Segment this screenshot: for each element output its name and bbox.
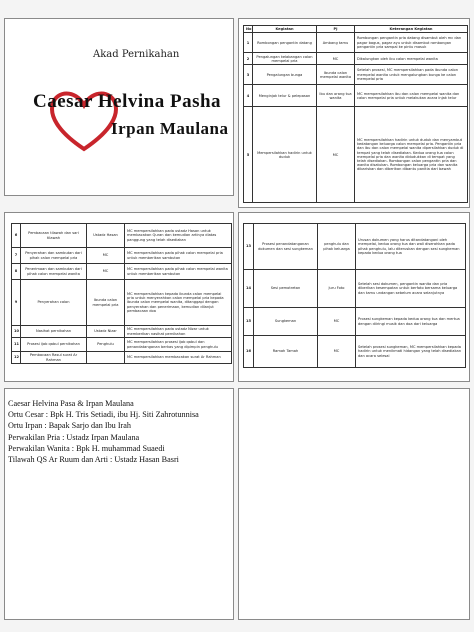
cell-activity: Ramah Tamah — [254, 336, 318, 368]
cell-note: MC mempersilahkan pada ustadz Hasan untuk membacakan Quran dan kemudian artinya diatas panggung yang telah disediakan — [125, 224, 232, 248]
header-activity: Kegiatan — [253, 26, 317, 33]
cell-no: 5 — [244, 107, 253, 203]
schedule-table-left — [11, 223, 232, 364]
schedule-table-right — [243, 223, 466, 368]
cell-note: Prosesi sungkeman kepada kedua orang tua dan mertua dengan diiringi musik dan doa dari keluarga — [356, 308, 466, 336]
cell-no: 11 — [12, 338, 21, 352]
table-row — [12, 224, 232, 248]
cell-note: Urusan dokumen yang harus ditandatangani oleh mempelai, kedua orang tua dan wali diserahkan pada pihak penghulu, lalu diteruskan dengan sesi sungkeman kepada kedua orang tua — [356, 224, 466, 270]
cell-no: 10 — [12, 326, 21, 338]
cell-activity: Mempersilahkan hadirin untuk duduk — [253, 107, 317, 203]
cell-pj: MC — [87, 248, 125, 264]
cell-pj — [87, 352, 125, 364]
cell-activity: Penyerahan dan sambutan dari pihak calon mempelai pria — [21, 248, 87, 264]
cell-note: Setelah sesi dokumen, pengantin wanita dan pria diberikan kesempatan untuk berfoto bersama keluarga dan tamu undangan sebelum acara selanjutnya — [356, 270, 466, 308]
cell-note: MC mempersilahkan pada pihak calon mempelai pria untuk memberikan sambutan — [125, 248, 232, 264]
bride-name: Irpan Maulana — [111, 119, 229, 138]
cell-pj: MC — [318, 336, 356, 368]
info-parents-cesar: Ortu Cesar : Bpk H. Tris Setiadi, ibu Hj. Siti Zahrotunnisa — [8, 410, 199, 420]
cell-activity: Sungkeman — [254, 308, 318, 336]
cell-no: 16 — [244, 336, 254, 368]
cell-no: 2 — [244, 53, 253, 65]
cell-pj: Juru Foto — [318, 270, 356, 308]
table-row — [244, 107, 468, 203]
table-row — [244, 33, 468, 53]
cell-pj: Ustadz Nizar — [87, 326, 125, 338]
table-row — [12, 248, 232, 264]
cell-activity: Prosesi penandatanganan dokumen dan sesi sungkeman — [254, 224, 318, 270]
header-note: Keterangan Kegiatan — [355, 26, 468, 33]
cell-activity: Pengalungan kelabangan calon mempelai pria — [253, 53, 317, 65]
cell-no: 9 — [12, 280, 21, 326]
cell-activity: Sesi pemotretan — [254, 270, 318, 308]
cover-panel — [4, 18, 234, 196]
info-lines — [8, 398, 199, 465]
cell-no: 1 — [244, 33, 253, 53]
cell-note: Dikalungkan oleh ibu calon mempelai wanita — [355, 53, 468, 65]
schedule-panel-right — [238, 212, 470, 382]
cell-note: MC mempersilahkan prosesi ijab qabul dan penandatanganan berkas yang dipimpin penghulu — [125, 338, 232, 352]
table-row — [244, 308, 466, 336]
table-row — [244, 65, 468, 85]
cell-activity: Prosesi ijab qabul pernikahan — [21, 338, 87, 352]
table-row — [12, 280, 232, 326]
cell-no: 7 — [12, 248, 21, 264]
table-row — [244, 85, 468, 107]
cell-pj: MC — [317, 53, 355, 65]
table-header-row — [244, 26, 468, 33]
table-row — [244, 336, 466, 368]
cell-note: MC mempersilahkan pada pihak calon mempelai wanita untuk memberikan sambutan — [125, 264, 232, 280]
groom-name: Caesar Helvina Pasha — [33, 91, 222, 112]
table-row — [244, 270, 466, 308]
cell-note: MC mempersilahkan kepada ibunda calon mempelai pria untuk menyerahkan calon mempelai pria kepada ibunda calon mempelai wanita, ditanggapi dengan penyerahan dan penerimaan, kemudian dilanjut pembacaan doa — [125, 280, 232, 326]
schedule-table-top — [243, 25, 468, 203]
cover-heading: Akad Pernikahan — [93, 49, 180, 60]
cell-no: 15 — [244, 308, 254, 336]
cell-note: MC mempersilahkan hadirin untuk duduk dan menyambut kedatangan keluarga calon mempelai pria. Pengantin pria dan ibu dan calon mempelai wanita dipersilahkan duduk di tempat yang telah disediakan. Kedua orang tua calon mempelai pria dan wanita didudukkan di tempat yang telah disediakan. Rombongan calon pengantin pria dan wanita disatukan. Rombongan keluarga pria dan wanita dibariskan dan diberikan dibantu panitia dari bawah — [355, 107, 468, 203]
cell-activity: Pengalungan bunga — [253, 65, 317, 85]
cell-activity: Pembacaan Rasul surat Ar Rahman — [21, 352, 87, 364]
cell-note: MC mempersilahkan membacakan surat Ar Rahman — [125, 352, 232, 364]
cell-pj: Ustadz Hasan — [87, 224, 125, 248]
cell-activity: Penerimaan dan sambutan dari pihak calon mempelai wanita — [21, 264, 87, 280]
table-row — [12, 352, 232, 364]
cell-no: 8 — [12, 264, 21, 280]
cell-activity: Nasihat pernikahan — [21, 326, 87, 338]
cell-note: MC mempersilahkan ibu dan calon mempelai wanita dan calon mempelai pria untuk melakukan acara injak telur — [355, 85, 468, 107]
cell-activity: Menginjak telur & pelepasan — [253, 85, 317, 107]
cell-activity: Penyerahan calon — [21, 280, 87, 326]
cell-pj: Ibunda calon mempelai pria — [87, 280, 125, 326]
table-row — [12, 338, 232, 352]
info-parents-irpan: Ortu Irpan : Bapak Sarjo dan Ibu Irah — [8, 421, 132, 431]
cell-note: Setelah prosesi, MC mempersilahkan pada ibunda calon mempelai wanita untuk mengalungkan bunga ke calon mempelai pria — [355, 65, 468, 85]
table-row — [244, 53, 468, 65]
table-row — [12, 326, 232, 338]
cell-no: 12 — [12, 352, 21, 364]
cell-pj: Ambang tamu — [317, 33, 355, 53]
cell-pj: MC — [318, 308, 356, 336]
cell-no: 13 — [244, 224, 254, 270]
schedule-panel-left — [4, 212, 234, 382]
schedule-panel-top — [238, 18, 470, 208]
cell-pj: MC — [317, 107, 355, 203]
cell-no: 6 — [12, 224, 21, 248]
cell-pj: Ibunda calon mempelai wanita — [317, 65, 355, 85]
cell-no: 4 — [244, 85, 253, 107]
table-row — [244, 224, 466, 270]
info-rep-groom: Perwakilan Pria : Ustadz Irpan Maulana — [8, 432, 140, 442]
header-no: No — [244, 26, 253, 33]
cell-note: Rombongan pengantin pria datang disambut oleh mc dan pagar bagus, pagar ayu untuk disambut rombongan pengantin pria sampai ke pintu masuk — [355, 33, 468, 53]
cell-note: Setelah prosesi sungkeman, MC mempersilahkan kepada hadirin untuk menikmati hidangan yang telah disediakan dan acara selesai — [356, 336, 466, 368]
cell-pj: Penghulu — [87, 338, 125, 352]
cell-activity: Pembacaan tilawah dan sari tilawah — [21, 224, 87, 248]
cell-pj: penghulu dan pihak keluarga — [318, 224, 356, 270]
info-rep-bride: Perwakilan Wanita : Bpk H. muhammad Suaedi — [8, 443, 165, 453]
cell-no: 3 — [244, 65, 253, 85]
cell-pj: Ibu dan orang tua wanita — [317, 85, 355, 107]
cell-pj: MC — [87, 264, 125, 280]
info-couple: Caesar Helvina Pasa & Irpan Maulana — [8, 399, 134, 408]
blank-panel — [238, 388, 470, 620]
info-tilawah: Tilawah QS Ar Ruum dan Arti : Ustadz Hasan Basri — [8, 455, 179, 465]
cell-activity: Rombongan pengantin datang — [253, 33, 317, 53]
cell-note: MC mempersilahkan pada ustadz Nizar untuk memberikan nasihat pernikahan — [125, 326, 232, 338]
cell-no: 14 — [244, 270, 254, 308]
table-row — [12, 264, 232, 280]
header-pj: PJ — [317, 26, 355, 33]
